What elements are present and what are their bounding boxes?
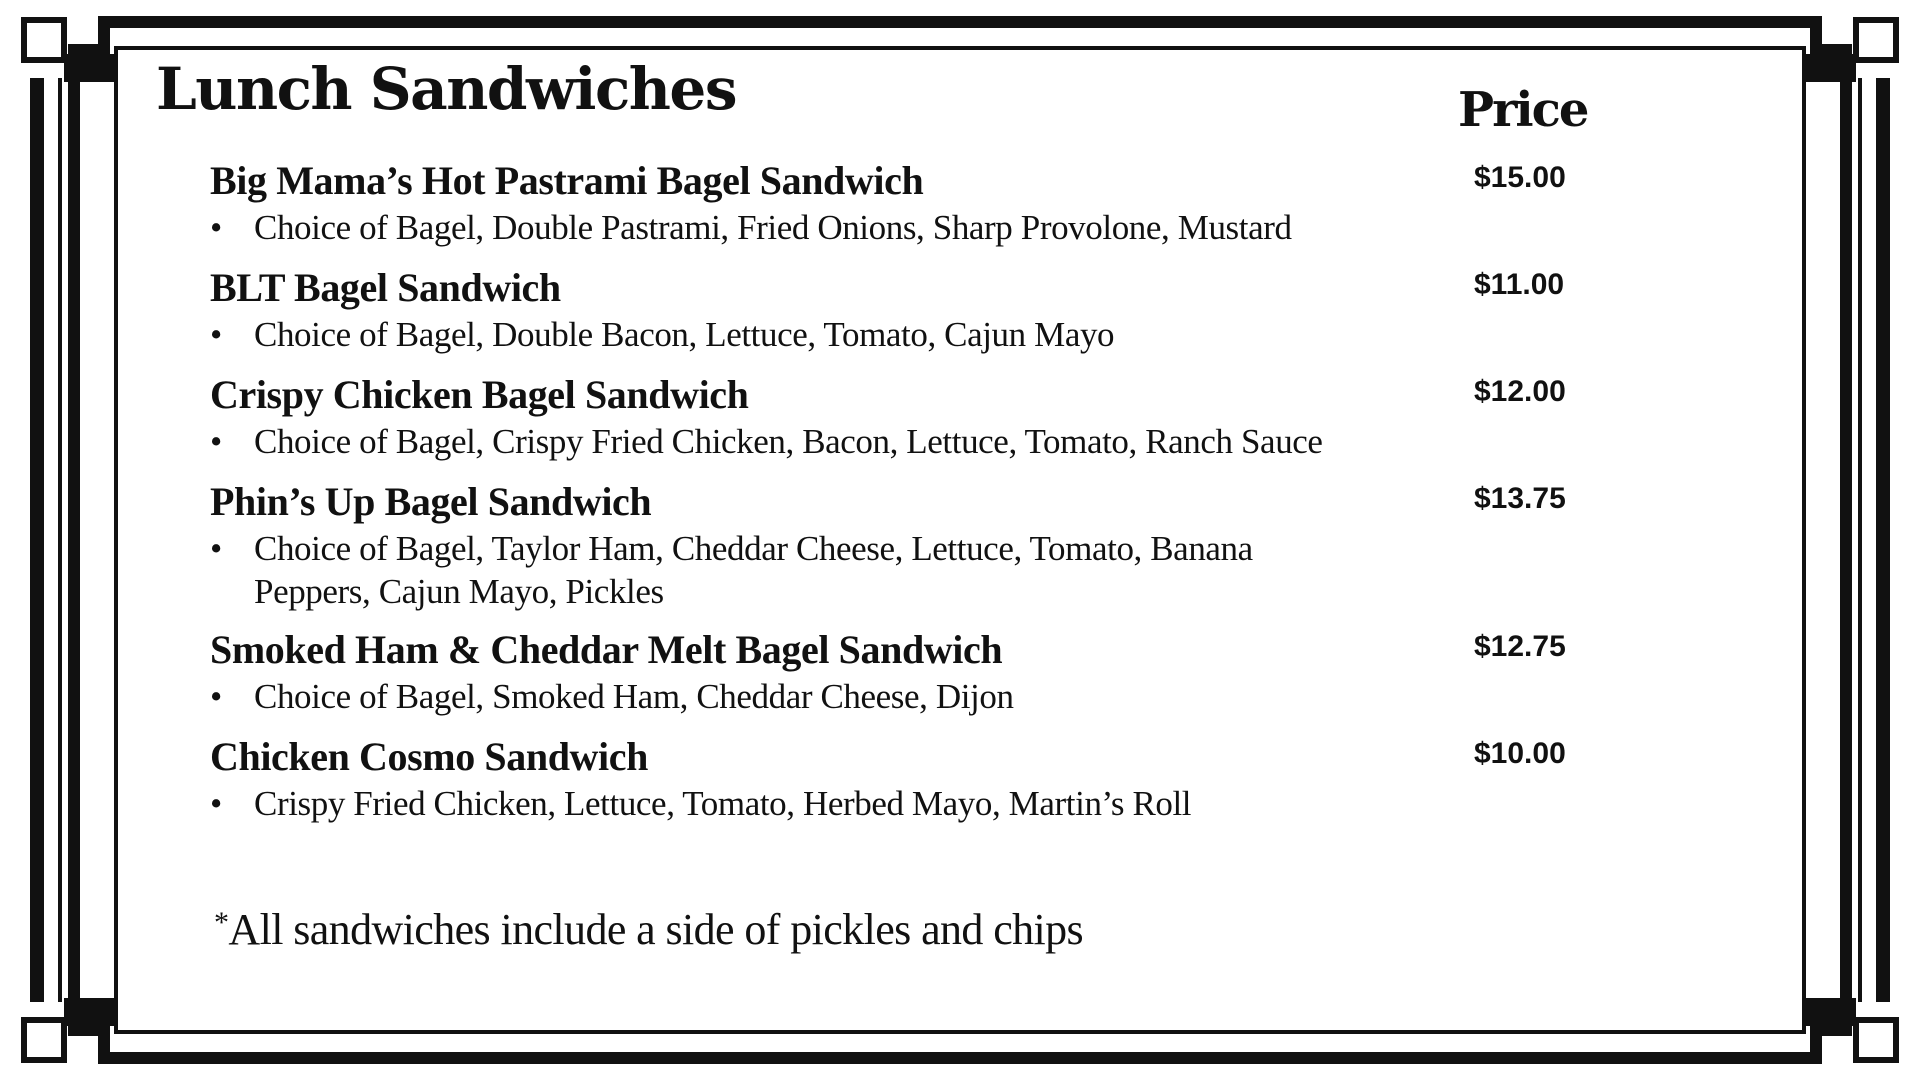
bullet-icon: •	[210, 315, 222, 354]
menu-item-price: $12.00	[1474, 375, 1566, 408]
menu-item-description-line-1: Choice of Bagel, Taylor Ham, Cheddar Cheese, Lettuce, Tomato, Banana	[254, 529, 1253, 568]
menu-title: Lunch Sandwiches	[156, 55, 736, 123]
footnote-text: All sandwiches include a side of pickles and chips	[228, 905, 1084, 954]
menu-item-description	[210, 527, 1454, 613]
frame-right-thin-rail	[1858, 78, 1862, 1002]
bullet-icon: •	[210, 784, 222, 823]
menu-item	[210, 263, 1610, 356]
frame-corner-top-right	[1856, 20, 1896, 60]
menu-item	[210, 625, 1610, 718]
frame-notch-top-left	[64, 54, 118, 82]
menu-item-description	[210, 782, 1454, 825]
bullet-icon: •	[210, 208, 222, 247]
menu-item-description-text: Choice of Bagel, Crispy Fried Chicken, Bacon, Lettuce, Tomato, Ranch Sauce	[254, 422, 1323, 461]
menu-item-description	[210, 313, 1454, 356]
price-column-heading: Price	[1458, 82, 1588, 138]
menu-item-name: Chicken Cosmo Sandwich	[210, 734, 648, 779]
menu-item-description-line-2: Peppers, Cajun Mayo, Pickles	[254, 572, 664, 611]
menu-item	[210, 370, 1610, 463]
menu-item-description	[210, 675, 1454, 718]
menu-item-price: $15.00	[1474, 161, 1566, 194]
bullet-icon: •	[210, 677, 222, 716]
menu-item-description-text: Choice of Bagel, Smoked Ham, Cheddar Cheese, Dijon	[254, 677, 1014, 716]
frame-notch-bottom-right	[1802, 998, 1856, 1026]
menu-item-price: $13.75	[1474, 482, 1566, 515]
menu-item-name: Big Mama’s Hot Pastrami Bagel Sandwich	[210, 158, 924, 203]
menu-item-description-text: Choice of Bagel, Double Bacon, Lettuce, Tomato, Cajun Mayo	[254, 315, 1115, 354]
menu-item-name: BLT Bagel Sandwich	[210, 265, 561, 310]
menu-item-price: $11.00	[1474, 268, 1565, 301]
menu-item	[210, 477, 1610, 613]
menu-item-description-text: Choice of Bagel, Double Pastrami, Fried Onions, Sharp Provolone, Mustard	[254, 208, 1292, 247]
menu-item-description-text: Crispy Fried Chicken, Lettuce, Tomato, Herbed Mayo, Martin’s Roll	[254, 784, 1192, 823]
menu-item-name: Phin’s Up Bagel Sandwich	[210, 479, 652, 524]
bullet-icon: •	[210, 422, 222, 461]
frame-corner-bottom-left	[24, 1020, 64, 1060]
menu-item-name: Crispy Chicken Bagel Sandwich	[210, 372, 749, 417]
sandwich-list	[210, 156, 1610, 839]
frame-right-rail	[1876, 78, 1890, 1002]
menu-item	[210, 156, 1610, 249]
menu-item-description	[210, 206, 1454, 249]
menu-item	[210, 732, 1610, 825]
footnote-asterisk: *	[214, 906, 229, 939]
frame-notch-top-right	[1802, 54, 1856, 82]
menu-item-name: Smoked Ham & Cheddar Melt Bagel Sandwich	[210, 627, 1003, 672]
frame-corner-top-left	[24, 20, 64, 60]
footnote	[214, 898, 1083, 955]
menu-item-price: $10.00	[1474, 737, 1566, 770]
frame-corner-bottom-right	[1856, 1020, 1896, 1060]
frame-left-thin-rail	[58, 78, 62, 1002]
frame-left-rail	[30, 78, 44, 1002]
frame-notch-bottom-left	[64, 998, 118, 1026]
menu-item-description	[210, 420, 1454, 463]
bullet-icon: •	[210, 529, 222, 568]
menu-item-price: $12.75	[1474, 630, 1566, 663]
